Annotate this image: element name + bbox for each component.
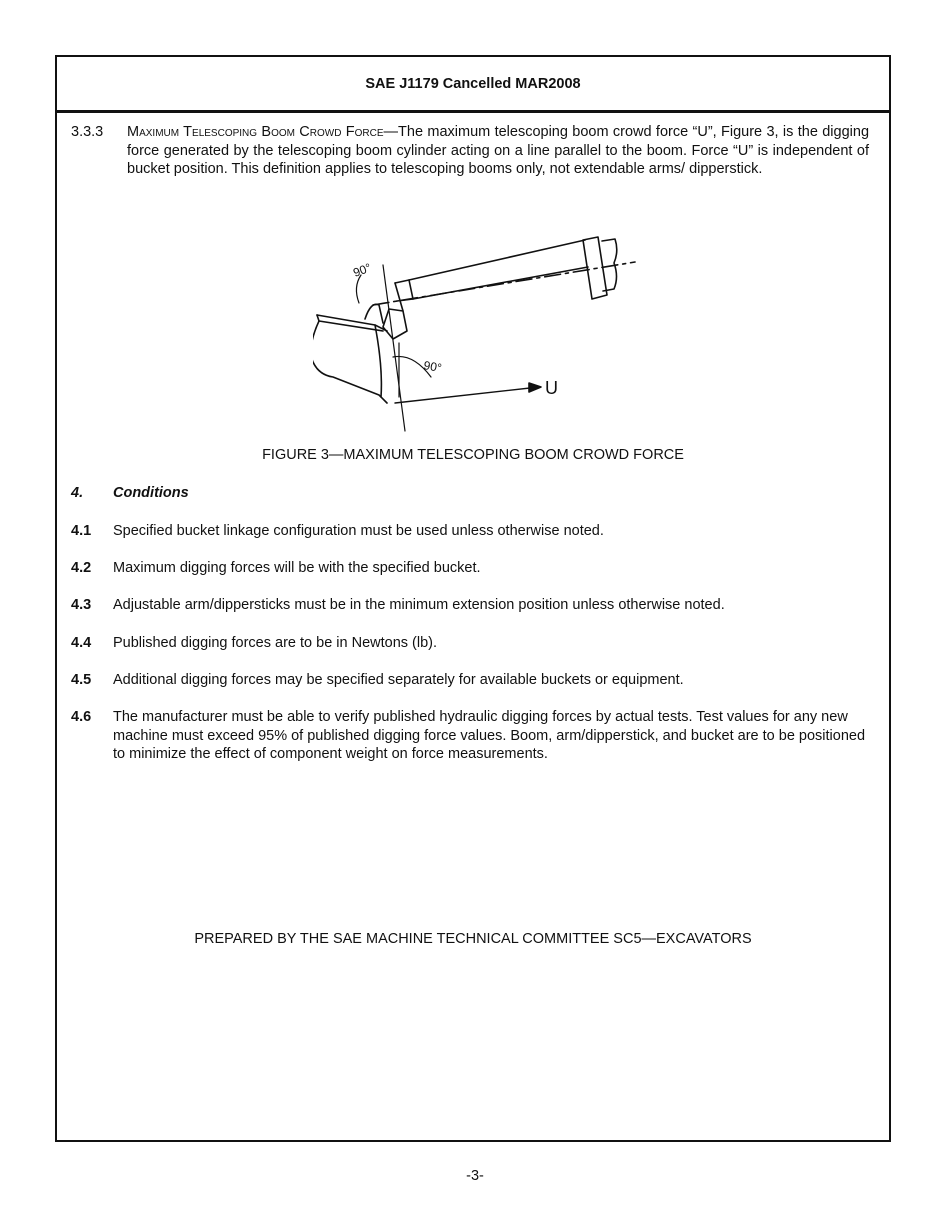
- document-header: [57, 57, 889, 113]
- section-body: [127, 123, 869, 179]
- page-frame: [55, 55, 891, 1142]
- document-title: SAE J1179 Cancelled MAR2008: [365, 75, 581, 92]
- item-number: 4.4: [71, 635, 92, 651]
- item-number: 4.2: [71, 560, 92, 576]
- telescoping-boom: [373, 237, 635, 311]
- item-number: 4.3: [71, 597, 92, 613]
- bucket: [313, 315, 387, 403]
- figure-3-drawing: [313, 227, 653, 437]
- conditions-title: Conditions: [113, 485, 189, 501]
- condition-item-4-4: [71, 634, 869, 653]
- conditions-heading: [71, 485, 189, 501]
- item-text: The manufacturer must be able to verify published hydraulic digging forces by actual tests. Test values for any new machine must exceed 95% of published digging force values. Boom, arm/dipperstick, and bucket are to be positioned to minimize the effect of component weight on force measurements.: [113, 709, 866, 762]
- section-number: 3.3.3: [71, 124, 104, 140]
- item-text: Published digging forces are to be in Newtons (lb).: [113, 635, 438, 651]
- section-3-3-3: [71, 123, 869, 179]
- item-text: Additional digging forces may be specified separately for available buckets or equipment.: [113, 672, 684, 688]
- angle-label-top: 90°: [351, 260, 374, 280]
- condition-item-4-2: [71, 559, 869, 578]
- condition-item-4-6: [71, 708, 869, 764]
- page-number: -3-: [466, 1168, 484, 1184]
- condition-item-4-5: [71, 671, 869, 690]
- figure-caption: FIGURE 3—MAXIMUM TELESCOPING BOOM CROWD FORCE: [262, 447, 684, 463]
- prepared-by-statement: PREPARED BY THE SAE MACHINE TECHNICAL COMMITTEE SC5—EXCAVATORS: [194, 931, 752, 947]
- force-u-label: U: [545, 378, 558, 398]
- item-number: 4.5: [71, 672, 92, 688]
- item-number: 4.1: [71, 523, 92, 539]
- item-number: 4.6: [71, 709, 92, 725]
- section-title: Maximum Telescoping Boom Crowd Force: [127, 124, 384, 140]
- item-text: Adjustable arm/dippersticks must be in the minimum extension position unless otherwise noted.: [113, 597, 725, 613]
- conditions-number: 4.: [71, 485, 84, 501]
- item-text: Maximum digging forces will be with the specified bucket.: [113, 560, 481, 576]
- condition-item-4-3: [71, 596, 869, 615]
- item-text: Specified bucket linkage configuration must be used unless otherwise noted.: [113, 523, 604, 539]
- condition-item-4-1: [71, 522, 869, 541]
- section-text: —The maximum telescoping boom crowd force “U”, Figure 3, is the digging force generated by the telescoping boom cylinder acting on a line parallel to the boom. Force “U” is independent of bucket position. This definition applies to telescoping booms only, not extendable arms/ dipperstick.: [127, 124, 870, 177]
- angle-label-bottom: 90°: [422, 358, 443, 376]
- bucket-linkage: [365, 304, 407, 339]
